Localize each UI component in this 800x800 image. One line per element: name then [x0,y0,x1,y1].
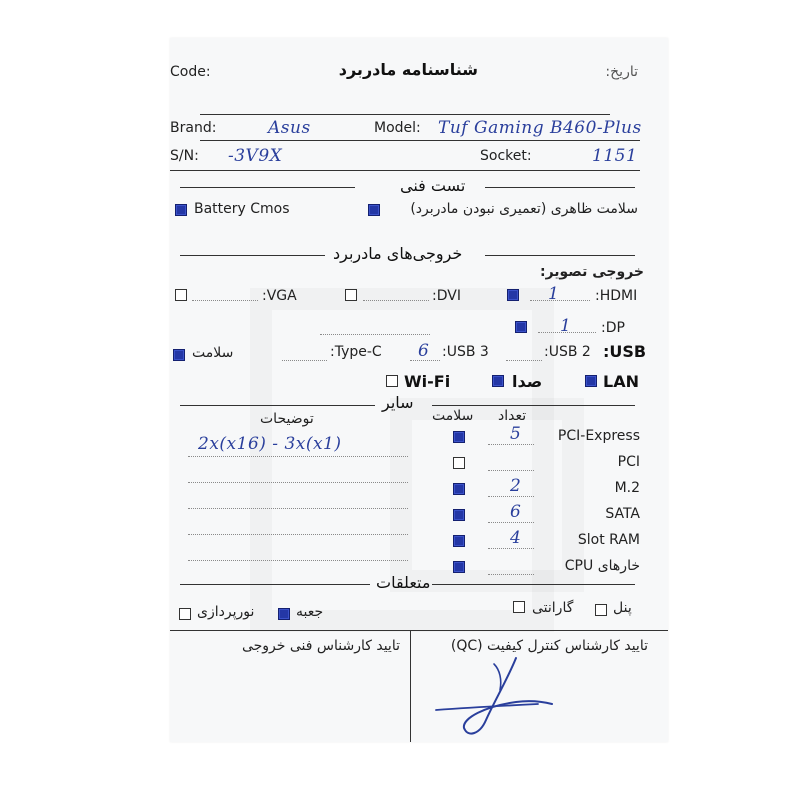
separator-line [200,114,610,115]
component-count: 5 [510,424,522,444]
sn-value: -3V9X [228,146,283,166]
usb-label: :USB [603,342,647,361]
column-header-health: سلامت [432,408,474,424]
section-title-other: سایر [382,393,414,412]
code-label: Code: [170,64,211,80]
section-title-outputs: خروجی‌های مادربرد [333,244,463,263]
box-label: جعبه [296,604,324,620]
lan-checkbox[interactable] [585,375,597,387]
health-checkbox[interactable] [173,349,185,361]
dotted-line [188,534,408,535]
section-rule [180,405,375,406]
component-count: 4 [510,528,522,548]
warranty-label: گارانتی [532,600,574,616]
component-label: M.2 [614,480,640,496]
vga-label: :VGA [262,288,297,304]
dp-count: 1 [560,316,572,336]
health-label: سلامت [192,345,234,361]
column-divider [410,630,411,742]
dotted-line [488,574,534,575]
component-checkbox[interactable] [453,457,465,469]
battery-checkbox[interactable] [175,204,187,216]
section-rule [485,187,635,188]
component-label: Slot RAM [577,532,640,548]
warranty-checkbox[interactable] [513,601,525,613]
section-rule [180,187,355,188]
dotted-line [488,496,534,497]
lighting-label: نورپردازی [197,604,255,620]
section-rule [180,255,325,256]
box-checkbox[interactable] [278,608,290,620]
motherboard-card [170,38,668,742]
component-label: PCI-Express [557,428,640,444]
section-rule [432,405,635,406]
component-label: SATA [605,506,640,522]
component-checkbox[interactable] [453,431,465,443]
section-rule [180,584,370,585]
appearance-checkbox[interactable] [368,204,380,216]
component-checkbox[interactable] [453,483,465,495]
dotted-line [488,548,534,549]
panel-label: پنل [613,600,632,616]
lighting-checkbox[interactable] [179,608,191,620]
brand-label: Brand: [170,120,217,136]
dotted-line [282,360,327,361]
panel-checkbox[interactable] [595,604,607,616]
dotted-line [538,332,596,333]
dp-label: :DP [601,320,625,336]
dotted-line [363,300,429,301]
dotted-line [488,444,534,445]
dotted-line [192,300,258,301]
dotted-line [488,470,534,471]
component-checkbox[interactable] [453,509,465,521]
section-rule [432,584,635,585]
description-value: 2x(x16) - 3x(x1) [198,434,342,454]
column-header-description: توضیحات [260,411,314,427]
dotted-line [188,560,408,561]
usb3-count: 6 [418,341,430,361]
audio-checkbox[interactable] [492,375,504,387]
date-label: تاریخ: [605,64,638,80]
wifi-checkbox[interactable] [386,375,398,387]
dotted-line [530,300,590,301]
component-checkbox[interactable] [453,561,465,573]
dvi-checkbox[interactable] [345,289,357,301]
signature [428,650,578,742]
component-count: 6 [510,502,522,522]
sn-label: S/N: [170,148,199,164]
watermark-shape [390,398,584,592]
dotted-line [506,360,542,361]
page-title: شناسنامه مادربرد [338,60,478,79]
dotted-line [410,360,440,361]
component-label: خارهای CPU [564,558,640,574]
dotted-line [188,482,408,483]
typec-label: :Type-C [330,344,382,360]
model-value: Tuf Gaming B460-Plus [438,118,642,138]
hdmi-label: :HDMI [595,288,638,304]
component-label: PCI [617,454,640,470]
separator-line [200,140,640,141]
vga-checkbox[interactable] [175,289,187,301]
column-header-count: تعداد [498,408,527,424]
appearance-label: سلامت ظاهری (تعمیری نبودن مادربرد) [410,201,638,217]
hdmi-count: 1 [548,284,560,304]
section-title-tech-test: تست فنی [400,176,466,195]
audio-label: صدا [512,372,543,391]
dotted-line [188,508,408,509]
lan-label: LAN [603,372,639,391]
usb2-label: :USB 2 [544,344,591,360]
separator-line [170,170,640,171]
usb3-label: :USB 3 [442,344,489,360]
dvi-label: :DVI [432,288,461,304]
socket-value: 1151 [592,146,638,166]
hdmi-checkbox[interactable] [507,289,519,301]
component-count: 2 [510,476,522,496]
component-checkbox[interactable] [453,535,465,547]
model-label: Model: [374,120,421,136]
socket-label: Socket: [480,148,532,164]
dotted-line [320,334,430,335]
battery-label: Battery Cmos [194,201,290,217]
tech-approval-label: تایید کارشناس فنی خروجی [241,638,400,654]
wifi-label: Wi-Fi [404,372,451,391]
video-output-label: خروجی تصویر: [539,264,644,280]
section-title-accessories: متعلقات [376,573,431,592]
dp-checkbox[interactable] [515,321,527,333]
brand-value: Asus [268,118,311,138]
dotted-line [488,522,534,523]
qc-approval-label: تایید کارشناس کنترل کیفیت (QC) [450,638,648,654]
dotted-line [188,456,408,457]
section-rule [485,255,635,256]
separator-line [170,630,668,631]
